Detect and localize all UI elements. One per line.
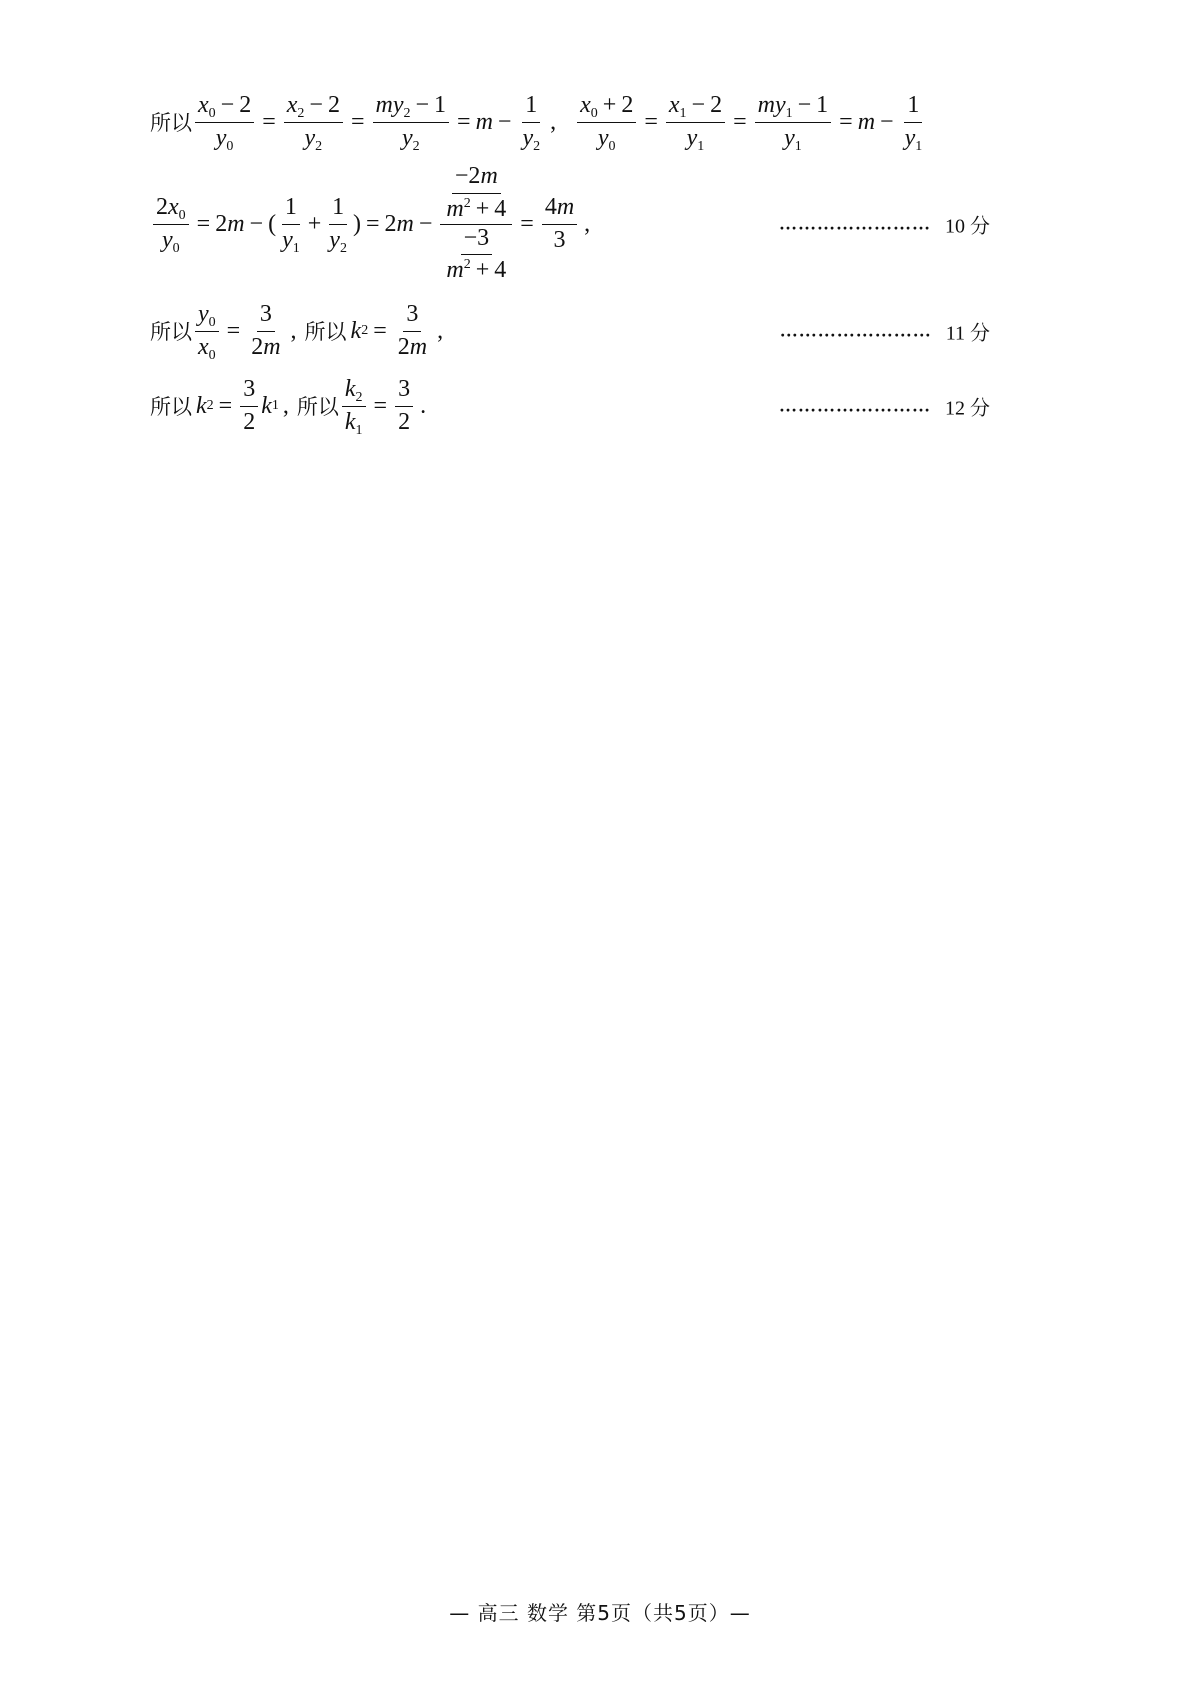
equation-line-4: 所以 k 2 = $\frac{3}{2}$ k 1 , 所以 $\frac{k_2}{k_1}$ = $\frac{3}{2}$ . …………………… 12 分	[150, 375, 990, 438]
score-text: 11 分	[945, 322, 990, 345]
fraction: $\frac{x_0 - 2}{y_0}$	[195, 92, 254, 152]
fraction: $\frac{x_0 + 2}{y_0}$	[577, 92, 636, 152]
fraction: $\frac{3}{2}$	[240, 376, 258, 436]
score-marker	[779, 210, 990, 239]
score-marker	[780, 317, 990, 346]
fraction: $\frac{2x_0}{y_0}$	[153, 194, 189, 254]
fraction: $\frac{3}{2m}$	[397, 300, 428, 360]
fraction: $\frac{1}{y_1}$	[904, 91, 923, 154]
leader-dots: ……………………	[779, 213, 931, 234]
equation-line-3: 所以 $\frac{y_0}{x_0}$ = $\frac{3}{2m}$ , 所以 k 2 = $\frac{3}{2m}$ , …………………… 11 分	[150, 300, 990, 363]
fraction: $\frac{y_0}{x_0}$	[195, 301, 219, 361]
score-text: 12 分	[945, 397, 990, 420]
text-suoyi: 所以	[304, 320, 347, 344]
leader-dots: ……………………	[779, 320, 932, 341]
fraction: $\frac{3}{2}$	[395, 376, 413, 436]
equation-line-2: $\frac{2x_0}{y_0}$ = 2 m − ( $\frac{1}{y_1}$ + $\frac{1}{y_2}$ ) = 2 m − $\frac{\frac{-2m}{m^2 + 4}}{\frac{-3}{m^2 + 4}}$ = $\frac{4m}{3}$ , …………………… 10 分	[150, 158, 990, 290]
text-suoyi: 所以	[150, 320, 192, 344]
page-footer: — 高三 数学 第5页（共5页）—	[449, 1601, 751, 1625]
fraction: $\frac{my_1 - 1}{y_1}$	[755, 92, 832, 152]
text-suoyi: 所以	[150, 395, 192, 419]
fraction: $\frac{1}{y_2}$	[522, 91, 541, 154]
fraction: $\frac{3}{2m}$	[251, 300, 281, 360]
equation-line-1: 所以 $\frac{x_0 - 2}{y_0}$ = $\frac{x_2 - 2}{y_2}$ = $\frac{my_2 - 1}{y_2}$ = m − $\frac{1}{y_2}$ , $\frac{x_0 + 2}{y_0}$ = $\frac{x_1 - 2}{y_1}$ = $\frac{my_1 - 1}{y_1}$ = m − $\frac{1}{y_1}$	[150, 82, 990, 162]
fraction: $\frac{k_2}{k_1}$	[342, 376, 366, 436]
fraction: $\frac{1}{y_2}$	[329, 193, 347, 256]
fraction: $\frac{my_2 - 1}{y_2}$	[373, 92, 450, 152]
text-suoyi: 所以	[150, 111, 192, 135]
fraction: $\frac{1}{y_1}$	[282, 193, 300, 256]
fraction: $\frac{x_1 - 2}{y_1}$	[666, 92, 725, 152]
leader-dots: ……………………	[779, 395, 931, 416]
score-text: 10 分	[945, 215, 990, 238]
fraction: $\frac{4m}{3}$	[542, 194, 577, 254]
text-suoyi: 所以	[296, 395, 339, 419]
complex-fraction: $\frac{\frac{-2m}{m^2 + 4}}{\frac{-3}{m^2 + 4}}$	[440, 163, 512, 284]
fraction: $\frac{x_2 - 2}{y_2}$	[284, 92, 343, 152]
score-marker	[779, 392, 990, 421]
